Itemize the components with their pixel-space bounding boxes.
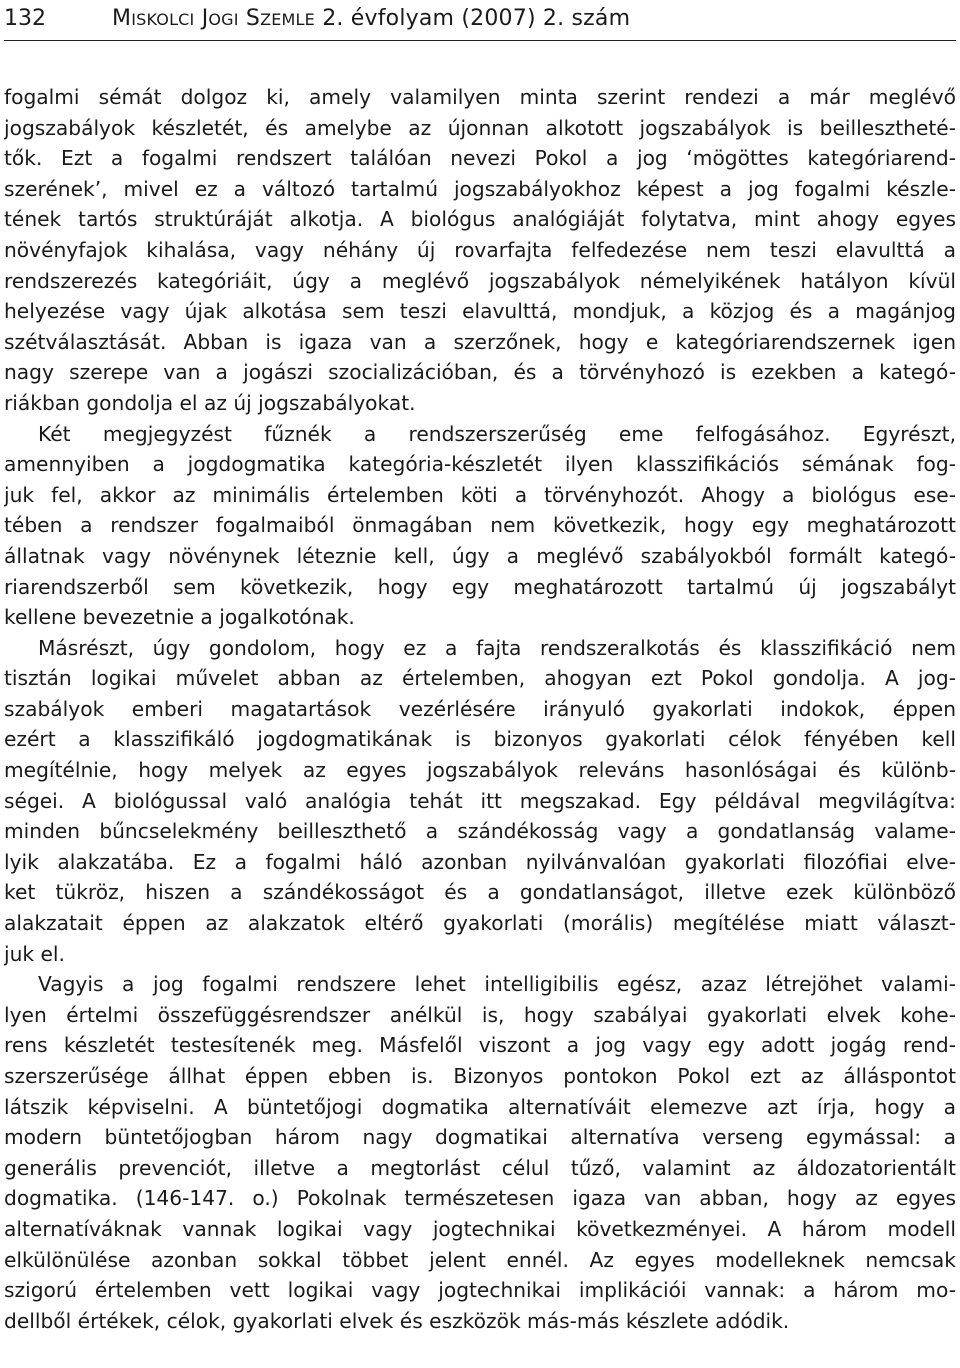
page-number: 132 xyxy=(4,6,46,31)
text-line: modern büntetőjogban három nagy dogmatikai alternatíva verseng egymással: a xyxy=(4,1125,956,1150)
text-line: növényfajok kihalása, vagy néhány új rovarfajta felfedezése nem teszi elavulttá a xyxy=(4,237,956,262)
text-line: alakzatait éppen az alakzatok eltérő gyakorlati (morális) megítélése miatt választ- xyxy=(4,911,956,936)
text-line: szabályok emberi magatartások vezérlésére irányuló gyakorlati indokok, éppen xyxy=(4,696,956,721)
text-line: minden bűncselekmény beilleszthető a szándékosság vagy a gondatlanság valame- xyxy=(4,819,956,844)
text-line: tisztán logikai művelet abban az értelemben, ahogyan ezt Pokol gondolja. A jog- xyxy=(4,666,956,691)
text-line: látszik képviselni. A büntetőjogi dogmatika alternatíváit elemezve azt írja, hogy a xyxy=(4,1094,956,1119)
text-line: fogalmi sémát dolgoz ki, amely valamilyen minta szerint rendezi a már meglévő xyxy=(4,85,956,109)
text-line: helyezése vagy újak alkotása sem teszi elavulttá, mondjuk, a közjog és a magánjog xyxy=(4,299,956,324)
text-line: nagy szerepe van a jogászi szocializációban, és a törvényhozó is ezekben a kategó- xyxy=(4,360,956,385)
text-line: szétválasztását. Abban is igaza van a szerzőnek, hogy e kategóriarendszernek igen xyxy=(4,329,956,354)
header-rule xyxy=(4,40,956,41)
text-line: ezért a klasszifikáló jogdogmatikának is bizonyos gyakorlati célok fényében kell xyxy=(4,727,956,752)
text-line: juk el. xyxy=(4,941,65,966)
journal-title: MISKOLCI JOGI SZEMLE 2. évfolyam (2007) 2. szám xyxy=(112,6,631,31)
text-line: generális prevenciót, illetve a megtorlást célul tűző, valamint az áldozatorientált xyxy=(4,1155,956,1180)
text-line: dogmatika. (146-147. o.) Pokolnak természetesen igaza van abban, hogy az egyes xyxy=(4,1186,956,1211)
body-text xyxy=(4,82,956,1336)
text-line: Két megjegyzést fűznék a rendszerszerűség eme felfogásához. Egyrészt, xyxy=(38,421,956,446)
text-line: rendszerezés kategóriáit, úgy a meglévő jogszabályok némelyikének hatályon kívül xyxy=(4,268,956,293)
text-line: alternatíváknak vannak logikai vagy jogtechnikai következményei. A három modell xyxy=(4,1216,956,1241)
text-line: lyen értelmi összefüggésrendszer anélkül is, hogy szabályai gyakorlati elvek kohe- xyxy=(4,1002,956,1027)
running-header xyxy=(4,2,956,38)
text-line: juk fel, akkor az minimális értelemben köti a törvényhozót. Ahogy a biológus ese- xyxy=(4,482,956,507)
text-line: ségei. A biológussal való analógia tehát itt megszakad. Egy példával megvilágítva: xyxy=(4,788,956,813)
text-line: ket tükröz, hiszen a szándékosságot és a gondatlanságot, illetve ezek különböző xyxy=(4,880,956,905)
text-line: rens készletét testesítenék meg. Másfelől viszont a jog vagy egy adott jogág rend- xyxy=(4,1033,956,1058)
text-line: amennyiben a jogdogmatika kategória-készletét ilyen klasszifikációs sémának fog- xyxy=(4,452,956,477)
text-line: dellből értékek, célok, gyakorlati elvek és eszközök más-más készlete adódik. xyxy=(4,1308,790,1333)
text-line: jogszabályok készletét, és amelybe az újonnan alkotott jogszabályok is beillesztheté- xyxy=(4,115,956,140)
text-line: megítélnie, hogy melyek az egyes jogszabályok releváns hasonlóságai és különb- xyxy=(4,758,956,783)
text-line: állatnak vagy növénynek léteznie kell, úgy a meglévő szabályokból formált kategó- xyxy=(4,543,956,568)
text-line: riákban gondolja el az új jogszabályokat. xyxy=(4,390,416,415)
text-line: tének tartós struktúráját alkotja. A biológus analógiáját folytatva, mint ahogy egyes xyxy=(4,207,956,232)
text-line: tében a rendszer fogalmaiból önmagában nem következik, hogy egy meghatározott xyxy=(4,513,956,538)
text-line: lyik alakzatába. Ez a fogalmi háló azonban nyilvánvalóan gyakorlati filozófiai elve- xyxy=(4,849,956,874)
issue-info: 2. évfolyam (2007) 2. szám xyxy=(322,6,631,31)
text-line: elkülönülése azonban sokkal többet jelent ennél. Az egyes modelleknek nemcsak xyxy=(4,1247,956,1272)
text-line: szerének’, mivel ez a változó tartalmú jogszabályokhoz képest a jog fogalmi készle- xyxy=(4,176,956,201)
text-line: kellene bevezetnie a jogalkotónak. xyxy=(4,605,355,630)
text-line: Másrészt, úgy gondolom, hogy ez a fajta rendszeralkotás és klasszifikáció nem xyxy=(38,635,956,660)
text-line: riarendszerből sem következik, hogy egy meghatározott tartalmú új jogszabályt xyxy=(4,574,956,599)
text-line: szigorú értelemben vett logikai vagy jogtechnikai implikációi vannak: a három mo- xyxy=(4,1278,956,1303)
text-line: Vagyis a jog fogalmi rendszere lehet intelligibilis egész, azaz létrejöhet valami- xyxy=(38,972,956,997)
text-line: tők. Ezt a fogalmi rendszert találóan nevezi Pokol a jog ‘mögöttes kategóriarend- xyxy=(4,146,956,171)
text-line: szerszerűsége állhat éppen ebben is. Bizonyos pontokon Pokol ezt az álláspontot xyxy=(4,1064,956,1088)
